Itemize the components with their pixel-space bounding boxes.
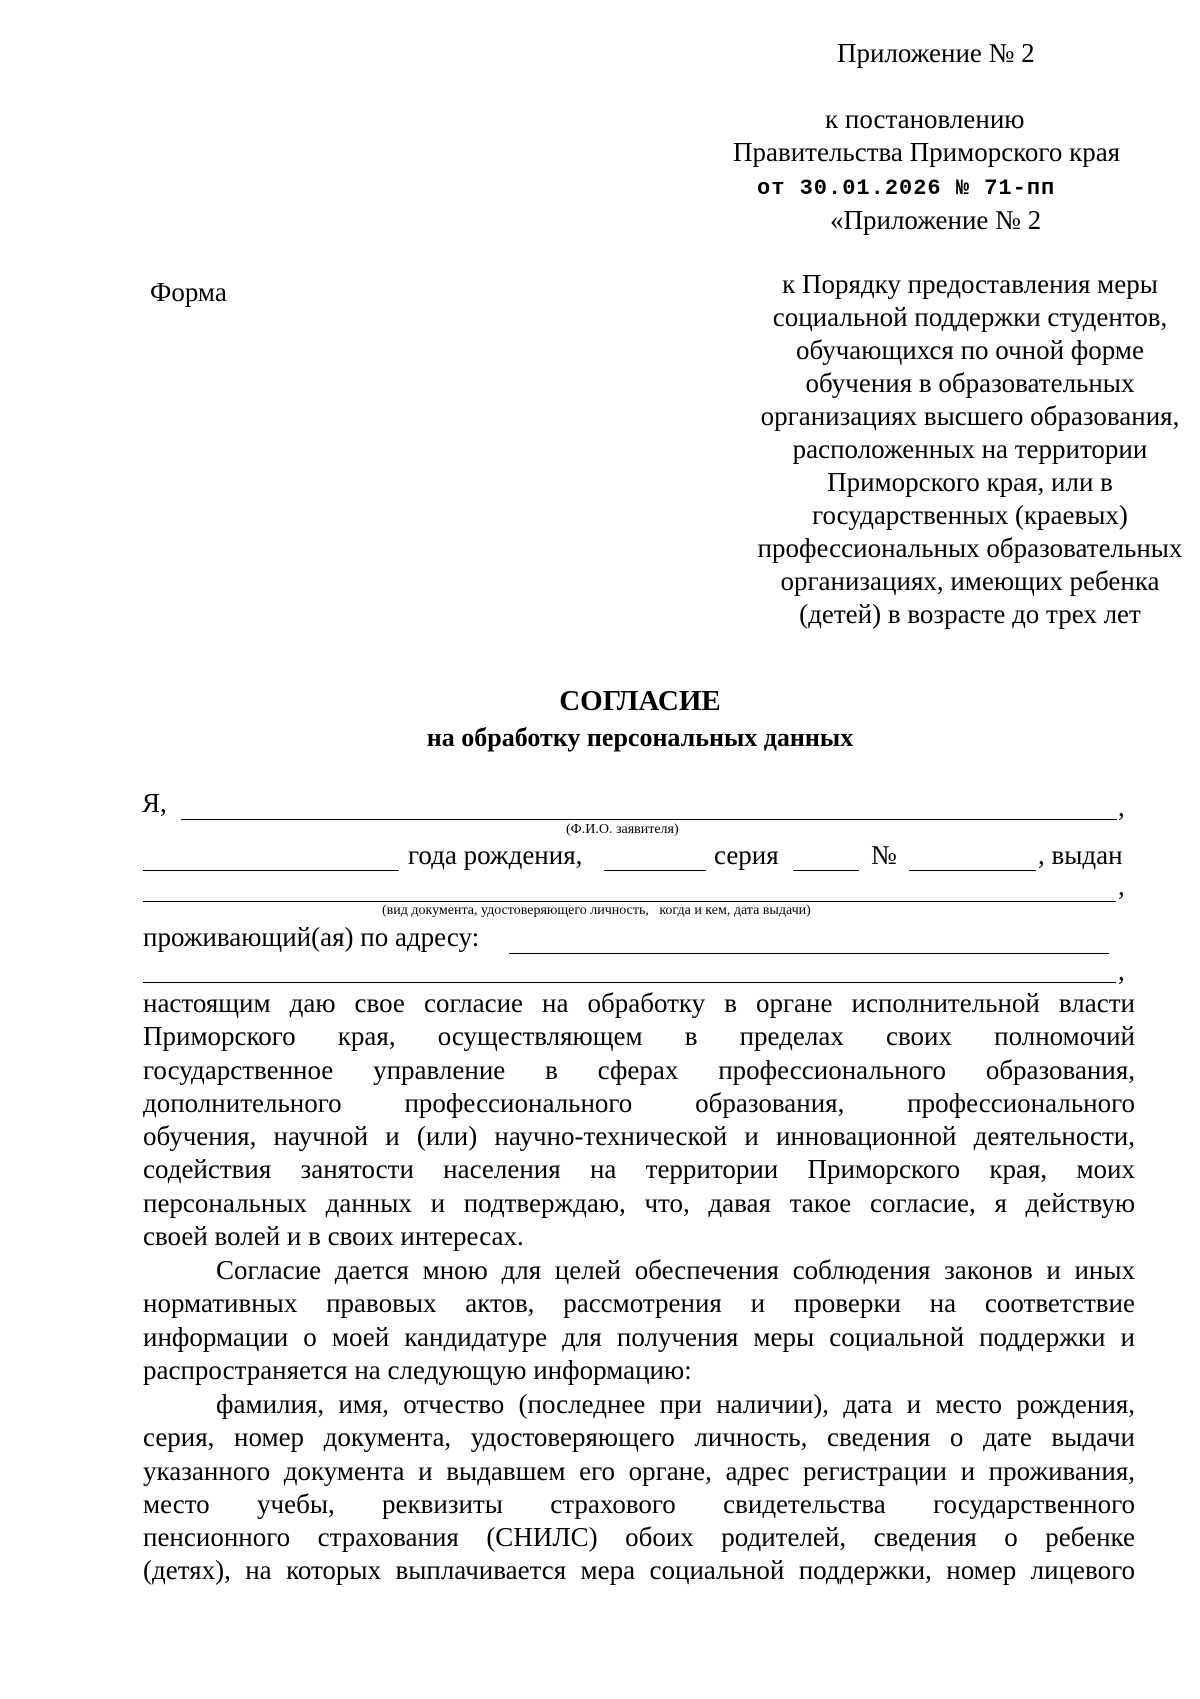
document-caption: (вид документа, удостоверяющего личность, когда и кем, дата выдачи) bbox=[382, 903, 811, 918]
paragraph-line: своей волей и в своих интересах. bbox=[143, 1221, 524, 1252]
fio-field[interactable] bbox=[181, 789, 1117, 820]
address-field[interactable] bbox=[509, 925, 1109, 954]
address-comma: , bbox=[1118, 956, 1125, 986]
series-label: серия bbox=[714, 840, 779, 870]
order-line: профессиональных образовательных bbox=[757, 533, 1183, 563]
birth-date-field[interactable] bbox=[604, 842, 706, 871]
resolution-date-number: от 30.01.2026 № 71-пп bbox=[757, 176, 1056, 201]
residing-label: проживающий(ая) по адресу: bbox=[143, 922, 480, 952]
fio-comma: , bbox=[1118, 792, 1125, 822]
document-title: СОГЛАСИЕ bbox=[559, 685, 721, 717]
series-field[interactable] bbox=[793, 842, 859, 871]
document-subtitle: на обработку персональных данных bbox=[426, 723, 854, 752]
paragraph-line: обучения, научной и (или) научно-технической и инновационной деятельности, bbox=[143, 1121, 1135, 1152]
paragraph-line: дополнительного профессионального образования, профессионального bbox=[143, 1087, 1135, 1118]
government-name: Правительства Приморского края bbox=[733, 137, 1121, 167]
paragraph-line: (детях), на которых выплачивается мера социальной поддержки, номер лицевого bbox=[143, 1555, 1135, 1586]
paragraph-line: Согласие дается мною для целей обеспечения соблюдения законов и иных bbox=[216, 1255, 1135, 1285]
order-reference bbox=[700, 268, 1200, 631]
order-line: (детей) в возрасте до трех лет bbox=[799, 599, 1141, 629]
order-line: к Порядку предоставления меры bbox=[782, 269, 1158, 299]
paragraph-line: пенсионного страхования (СНИЛС) обоих родителей, сведения о ребенке bbox=[143, 1522, 1135, 1553]
form-label: Форма bbox=[150, 277, 227, 307]
paragraph-line: нормативных правовых актов, рассмотрения и проверки на соответствие bbox=[143, 1288, 1135, 1319]
fio-caption: (Ф.И.О. заявителя) bbox=[566, 822, 679, 837]
birth-year-field[interactable] bbox=[143, 842, 399, 871]
paragraph-line: государственное управление в сферах профессионального образования, bbox=[143, 1054, 1135, 1085]
paragraph-line: Приморского края, осуществляющем в пределах своих полномочий bbox=[143, 1021, 1135, 1052]
order-line: обучающихся по очной форме bbox=[796, 335, 1144, 365]
appendix-number: Приложение № 2 bbox=[837, 38, 1035, 68]
i-label: Я, bbox=[142, 788, 167, 818]
birth-year-label: года рождения, bbox=[408, 840, 583, 870]
issued-label: , выдан bbox=[1038, 840, 1123, 870]
consent-paragraph bbox=[143, 987, 1135, 1253]
document-details-comma: , bbox=[1118, 871, 1125, 901]
order-line: расположенных на территории bbox=[792, 434, 1148, 464]
purpose-paragraph bbox=[143, 1254, 1135, 1387]
number-label: № bbox=[871, 840, 897, 870]
paragraph-line: указанного документа и выдавшем его органе, адрес регистрации и проживания, bbox=[143, 1455, 1135, 1486]
number-field[interactable] bbox=[909, 842, 1036, 871]
address-continuation-field[interactable] bbox=[143, 960, 1116, 983]
paragraph-line: настоящим даю свое согласие на обработку в органе исполнительной власти bbox=[143, 988, 1135, 1018]
paragraph-line: содействия занятости населения на территории Приморского края, моих bbox=[143, 1154, 1135, 1185]
paragraph-line: распространяется на следующую информацию: bbox=[143, 1354, 692, 1385]
information-list-paragraph bbox=[143, 1388, 1135, 1588]
document-details-field[interactable] bbox=[143, 876, 1116, 902]
paragraph-line: персональных данных и подтверждаю, что, давая такое согласие, я действую bbox=[143, 1187, 1135, 1218]
paragraph-line: серия, номер документа, удостоверяющего личность, сведения о дате выдачи bbox=[143, 1422, 1135, 1453]
order-line: Приморского края, или в bbox=[827, 467, 1113, 497]
paragraph-line: фамилия, имя, отчество (последнее при наличии), дата и место рождения, bbox=[216, 1389, 1135, 1419]
order-line: обучения в образовательных bbox=[805, 368, 1135, 398]
to-resolution: к постановлению bbox=[825, 104, 1025, 134]
order-line: организациях высшего образования, bbox=[760, 401, 1180, 431]
paragraph-line: место учебы, реквизиты страхового свидетельства государственного bbox=[143, 1488, 1135, 1519]
order-line: государственных (краевых) bbox=[812, 500, 1128, 530]
appendix-number-quoted: «Приложение № 2 bbox=[830, 205, 1042, 235]
order-line: социальной поддержки студентов, bbox=[772, 302, 1168, 332]
order-line: организациях, имеющих ребенка bbox=[780, 566, 1160, 596]
paragraph-line: информации о моей кандидатуре для получения меры социальной поддержки и bbox=[143, 1321, 1135, 1352]
